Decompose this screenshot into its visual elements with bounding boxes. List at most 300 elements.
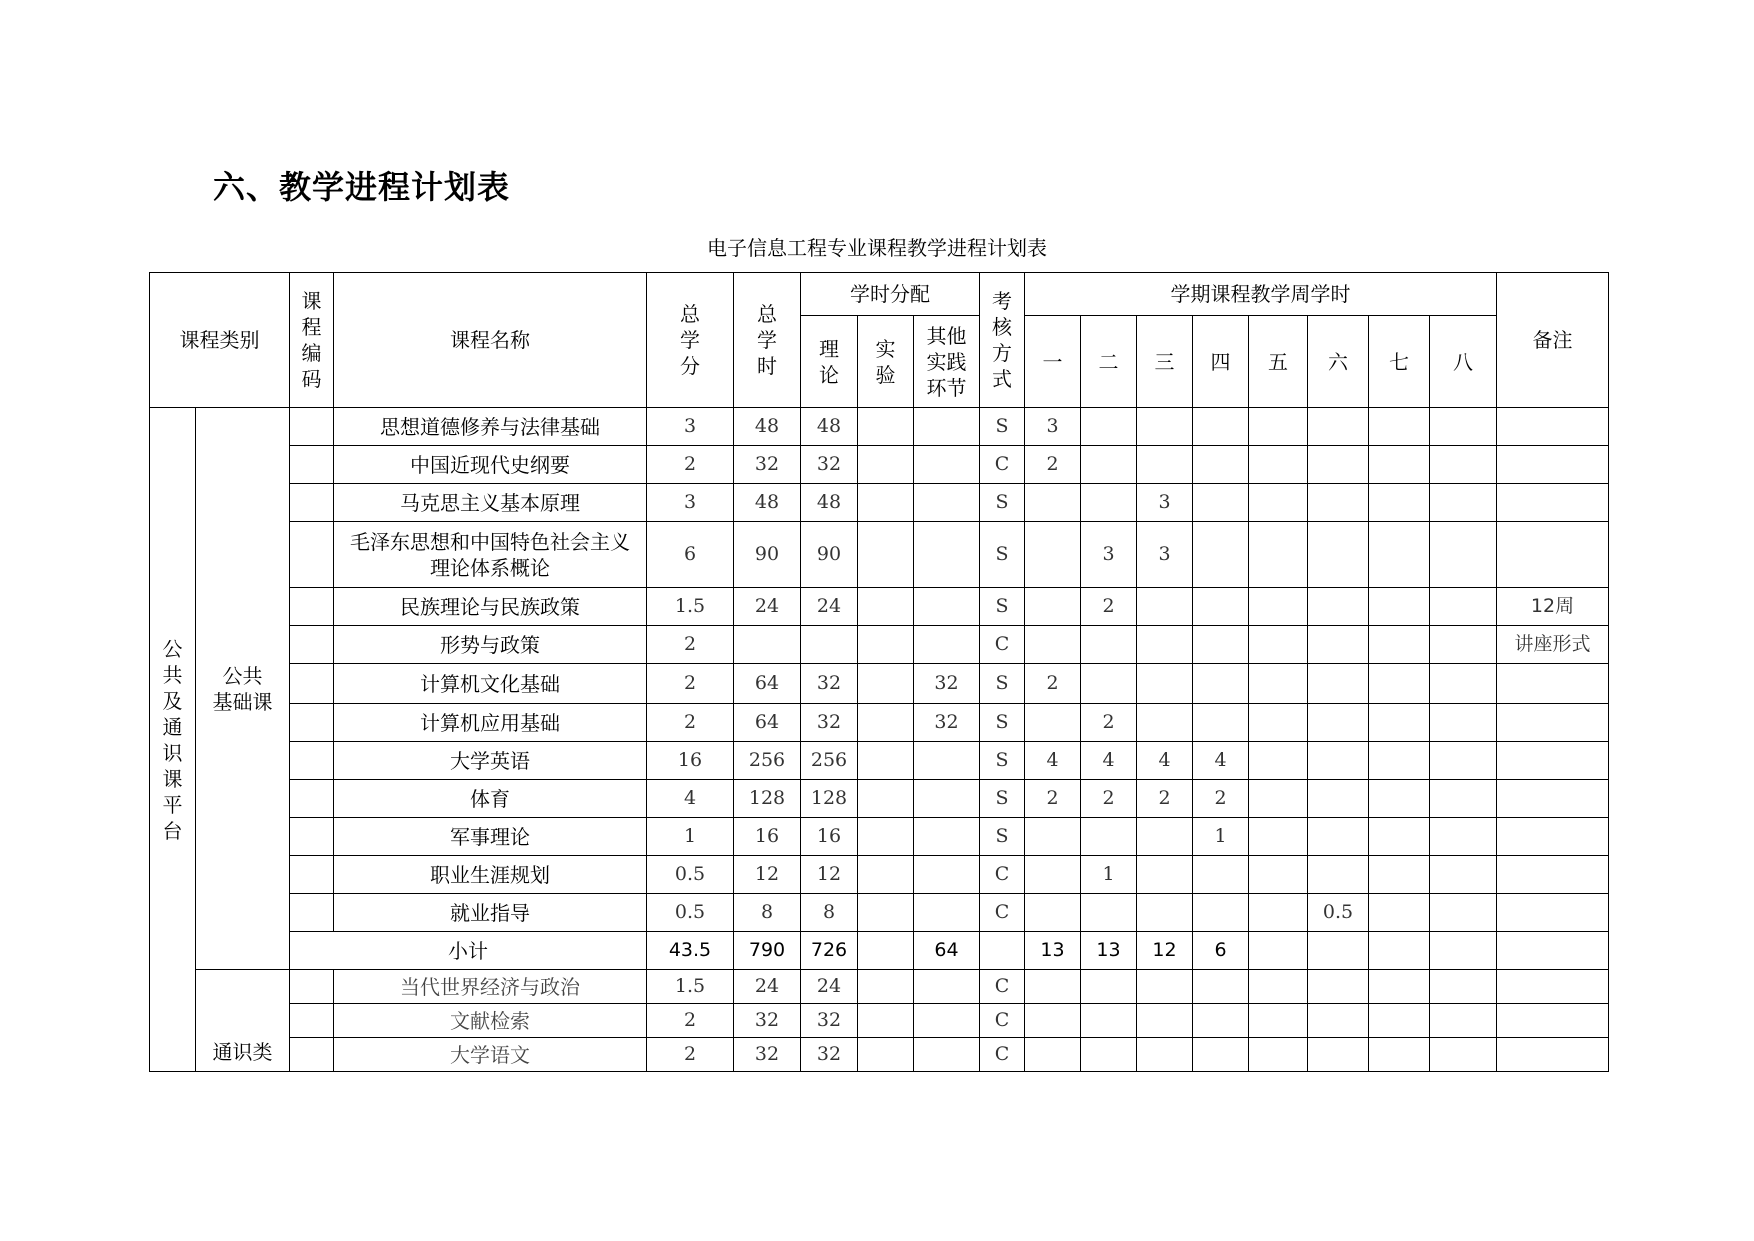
semester-8-cell: [1430, 1004, 1497, 1038]
semester-7-cell: [1369, 408, 1430, 446]
semester-4-cell: [1193, 894, 1249, 932]
experiment-cell: [858, 932, 914, 970]
experiment-cell: [858, 1004, 914, 1038]
semester-3-cell: 12: [1137, 932, 1193, 970]
semester-3-cell: [1137, 856, 1193, 894]
semester-7-cell: [1369, 484, 1430, 522]
hours-cell: 8: [734, 894, 801, 932]
semester-4-cell: 4: [1193, 742, 1249, 780]
other-cell: [914, 484, 980, 522]
other-cell: [914, 856, 980, 894]
course-code-cell: [290, 780, 334, 818]
experiment-cell: [858, 1038, 914, 1072]
remark-cell: [1497, 446, 1609, 484]
experiment-cell: [858, 664, 914, 704]
semester-2-cell: [1081, 894, 1137, 932]
hours-cell: 32: [734, 446, 801, 484]
course-code-cell: [290, 970, 334, 1004]
header-semester-3: 三: [1137, 316, 1193, 408]
semester-4-cell: 2: [1193, 780, 1249, 818]
credits-cell: 2: [647, 446, 734, 484]
semester-1-cell: [1025, 970, 1081, 1004]
semester-3-cell: [1137, 408, 1193, 446]
semester-6-cell: [1308, 780, 1369, 818]
course-code-cell: [290, 818, 334, 856]
hours-cell: 256: [734, 742, 801, 780]
subtotal-row: [150, 932, 1609, 970]
semester-6-cell: [1308, 522, 1369, 588]
semester-5-cell: [1249, 704, 1308, 742]
semester-5-cell: [1249, 522, 1308, 588]
semester-8-cell: [1430, 818, 1497, 856]
remark-cell: [1497, 408, 1609, 446]
hours-cell: 90: [734, 522, 801, 588]
semester-2-cell: [1081, 484, 1137, 522]
theory-cell: 32: [801, 1004, 858, 1038]
course-name-cell: 当代世界经济与政治: [334, 970, 647, 1004]
credits-cell: 0.5: [647, 894, 734, 932]
semester-8-cell: [1430, 704, 1497, 742]
hours-cell: 32: [734, 1038, 801, 1072]
semester-4-cell: [1193, 588, 1249, 626]
header-semester-hours: 学期课程教学周学时: [1025, 273, 1497, 316]
table-row: [150, 970, 1609, 1004]
semester-7-cell: [1369, 894, 1430, 932]
experiment-cell: [858, 484, 914, 522]
hours-cell: 16: [734, 818, 801, 856]
experiment-cell: [858, 588, 914, 626]
semester-5-cell: [1249, 446, 1308, 484]
remark-cell: 12周: [1497, 588, 1609, 626]
semester-5-cell: [1249, 626, 1308, 664]
semester-1-cell: [1025, 704, 1081, 742]
header-semester-2: 二: [1081, 316, 1137, 408]
theory-cell: 48: [801, 484, 858, 522]
header-other-practice: 其他 实践 环节: [914, 316, 980, 408]
semester-1-cell: 3: [1025, 408, 1081, 446]
course-name-cell: 毛泽东思想和中国特色社会主义理论体系概论: [334, 522, 647, 588]
theory-cell: 48: [801, 408, 858, 446]
credits-cell: 2: [647, 626, 734, 664]
group-general: 通识类: [196, 970, 290, 1072]
header-category: 课程类别: [150, 273, 290, 408]
course-name-cell: 形势与政策: [334, 626, 647, 664]
semester-5-cell: [1249, 780, 1308, 818]
course-name-cell: 中国近现代史纲要: [334, 446, 647, 484]
semester-5-cell: [1249, 894, 1308, 932]
hours-cell: 64: [734, 704, 801, 742]
hours-cell: 48: [734, 484, 801, 522]
experiment-cell: [858, 408, 914, 446]
remark-cell: 讲座形式: [1497, 626, 1609, 664]
exam-cell: S: [980, 704, 1025, 742]
remark-cell: [1497, 484, 1609, 522]
remark-cell: [1497, 704, 1609, 742]
experiment-cell: [858, 742, 914, 780]
theory-cell: 32: [801, 664, 858, 704]
other-cell: [914, 1004, 980, 1038]
semester-8-cell: [1430, 408, 1497, 446]
credits-cell: 43.5: [647, 932, 734, 970]
remark-cell: [1497, 522, 1609, 588]
semester-4-cell: [1193, 704, 1249, 742]
semester-1-cell: [1025, 856, 1081, 894]
other-cell: [914, 588, 980, 626]
course-name-cell: 就业指导: [334, 894, 647, 932]
experiment-cell: [858, 856, 914, 894]
course-code-cell: [290, 742, 334, 780]
exam-cell: C: [980, 626, 1025, 664]
credits-cell: 2: [647, 664, 734, 704]
semester-7-cell: [1369, 664, 1430, 704]
semester-4-cell: [1193, 484, 1249, 522]
semester-7-cell: [1369, 1004, 1430, 1038]
exam-cell: C: [980, 894, 1025, 932]
table-row: [150, 522, 1609, 588]
theory-cell: 256: [801, 742, 858, 780]
other-cell: [914, 818, 980, 856]
course-code-cell: [290, 408, 334, 446]
semester-6-cell: [1308, 932, 1369, 970]
semester-2-cell: 2: [1081, 780, 1137, 818]
theory-cell: 12: [801, 856, 858, 894]
exam-cell: S: [980, 588, 1025, 626]
remark-cell: [1497, 970, 1609, 1004]
course-name-cell: 计算机文化基础: [334, 664, 647, 704]
course-code-cell: [290, 588, 334, 626]
semester-1-cell: 4: [1025, 742, 1081, 780]
semester-8-cell: [1430, 446, 1497, 484]
course-code-cell: [290, 894, 334, 932]
experiment-cell: [858, 626, 914, 664]
semester-7-cell: [1369, 742, 1430, 780]
semester-6-cell: [1308, 818, 1369, 856]
credits-cell: 1.5: [647, 970, 734, 1004]
header-semester-7: 七: [1369, 316, 1430, 408]
course-code-cell: [290, 704, 334, 742]
semester-8-cell: [1430, 626, 1497, 664]
semester-4-cell: [1193, 626, 1249, 664]
semester-8-cell: [1430, 484, 1497, 522]
exam-cell: S: [980, 780, 1025, 818]
semester-7-cell: [1369, 626, 1430, 664]
semester-6-cell: [1308, 626, 1369, 664]
table-row: [150, 780, 1609, 818]
semester-8-cell: [1430, 780, 1497, 818]
semester-1-cell: [1025, 522, 1081, 588]
semester-3-cell: 3: [1137, 522, 1193, 588]
semester-1-cell: [1025, 626, 1081, 664]
semester-4-cell: 6: [1193, 932, 1249, 970]
semester-2-cell: [1081, 1004, 1137, 1038]
semester-7-cell: [1369, 522, 1430, 588]
semester-1-cell: [1025, 484, 1081, 522]
other-cell: [914, 780, 980, 818]
table-row: [150, 742, 1609, 780]
semester-2-cell: [1081, 446, 1137, 484]
semester-4-cell: [1193, 856, 1249, 894]
semester-5-cell: [1249, 742, 1308, 780]
other-cell: [914, 522, 980, 588]
other-cell: [914, 894, 980, 932]
table-row: [150, 818, 1609, 856]
header-course-name: 课程名称: [334, 273, 647, 408]
hours-cell: 48: [734, 408, 801, 446]
section-heading: 六、教学进程计划表: [213, 168, 511, 206]
semester-6-cell: [1308, 484, 1369, 522]
semester-3-cell: [1137, 1038, 1193, 1072]
semester-7-cell: [1369, 818, 1430, 856]
semester-4-cell: [1193, 522, 1249, 588]
semester-7-cell: [1369, 1038, 1430, 1072]
semester-8-cell: [1430, 742, 1497, 780]
subtotal-label: 小计: [290, 932, 647, 970]
table-row: [150, 856, 1609, 894]
header-total-credits: 总 学 分: [647, 273, 734, 408]
semester-5-cell: [1249, 1038, 1308, 1072]
course-name-cell: 思想道德修养与法律基础: [334, 408, 647, 446]
semester-7-cell: [1369, 446, 1430, 484]
course-name-cell: 马克思主义基本原理: [334, 484, 647, 522]
other-cell: 32: [914, 704, 980, 742]
semester-2-cell: [1081, 970, 1137, 1004]
course-name-cell: 大学语文: [334, 1038, 647, 1072]
semester-2-cell: [1081, 818, 1137, 856]
header-semester-6: 六: [1308, 316, 1369, 408]
credits-cell: 1.5: [647, 588, 734, 626]
other-cell: 32: [914, 664, 980, 704]
hours-cell: 64: [734, 664, 801, 704]
semester-6-cell: [1308, 856, 1369, 894]
theory-cell: 726: [801, 932, 858, 970]
semester-5-cell: [1249, 856, 1308, 894]
other-cell: [914, 1038, 980, 1072]
exam-cell: S: [980, 408, 1025, 446]
remark-cell: [1497, 818, 1609, 856]
exam-cell: S: [980, 742, 1025, 780]
theory-cell: 8: [801, 894, 858, 932]
semester-6-cell: [1308, 1038, 1369, 1072]
hours-cell: [734, 626, 801, 664]
semester-7-cell: [1369, 856, 1430, 894]
semester-4-cell: [1193, 408, 1249, 446]
hours-cell: 128: [734, 780, 801, 818]
teaching-plan-table: [149, 272, 1609, 1072]
course-code-cell: [290, 522, 334, 588]
semester-5-cell: [1249, 818, 1308, 856]
course-code-cell: [290, 626, 334, 664]
header-semester-5: 五: [1249, 316, 1308, 408]
header-theory: 理 论: [801, 316, 858, 408]
semester-5-cell: [1249, 1004, 1308, 1038]
semester-4-cell: [1193, 1038, 1249, 1072]
remark-cell: [1497, 932, 1609, 970]
other-cell: [914, 626, 980, 664]
semester-3-cell: [1137, 970, 1193, 1004]
experiment-cell: [858, 446, 914, 484]
experiment-cell: [858, 704, 914, 742]
semester-5-cell: [1249, 588, 1308, 626]
theory-cell: 32: [801, 704, 858, 742]
semester-1-cell: 13: [1025, 932, 1081, 970]
experiment-cell: [858, 780, 914, 818]
semester-6-cell: [1308, 704, 1369, 742]
credits-cell: 3: [647, 484, 734, 522]
course-name-cell: 民族理论与民族政策: [334, 588, 647, 626]
remark-cell: [1497, 780, 1609, 818]
table-row: [150, 446, 1609, 484]
exam-cell: C: [980, 1004, 1025, 1038]
remark-cell: [1497, 856, 1609, 894]
semester-3-cell: [1137, 626, 1193, 664]
semester-2-cell: 1: [1081, 856, 1137, 894]
semester-4-cell: [1193, 1004, 1249, 1038]
semester-3-cell: [1137, 1004, 1193, 1038]
course-name-cell: 大学英语: [334, 742, 647, 780]
course-name-cell: 文献检索: [334, 1004, 647, 1038]
table-row: [150, 1038, 1609, 1072]
header-experiment: 实 验: [858, 316, 914, 408]
semester-8-cell: [1430, 856, 1497, 894]
semester-2-cell: 4: [1081, 742, 1137, 780]
semester-6-cell: [1308, 408, 1369, 446]
exam-cell: [980, 932, 1025, 970]
semester-8-cell: [1430, 1038, 1497, 1072]
theory-cell: 24: [801, 588, 858, 626]
theory-cell: [801, 626, 858, 664]
theory-cell: 32: [801, 1038, 858, 1072]
semester-3-cell: [1137, 818, 1193, 856]
semester-7-cell: [1369, 970, 1430, 1004]
exam-cell: C: [980, 1038, 1025, 1072]
remark-cell: [1497, 1004, 1609, 1038]
semester-5-cell: [1249, 484, 1308, 522]
semester-3-cell: 4: [1137, 742, 1193, 780]
experiment-cell: [858, 894, 914, 932]
semester-2-cell: [1081, 626, 1137, 664]
semester-5-cell: [1249, 932, 1308, 970]
semester-2-cell: 13: [1081, 932, 1137, 970]
theory-cell: 128: [801, 780, 858, 818]
header-total-hours: 总 学 时: [734, 273, 801, 408]
exam-cell: C: [980, 856, 1025, 894]
hours-cell: 790: [734, 932, 801, 970]
experiment-cell: [858, 522, 914, 588]
semester-6-cell: [1308, 664, 1369, 704]
header-hour-distribution: 学时分配: [801, 273, 980, 316]
semester-1-cell: [1025, 1038, 1081, 1072]
table-row: [150, 1004, 1609, 1038]
semester-3-cell: 3: [1137, 484, 1193, 522]
exam-cell: C: [980, 970, 1025, 1004]
credits-cell: 2: [647, 1004, 734, 1038]
table-row: [150, 484, 1609, 522]
semester-8-cell: [1430, 522, 1497, 588]
semester-3-cell: [1137, 704, 1193, 742]
semester-6-cell: [1308, 446, 1369, 484]
exam-cell: S: [980, 664, 1025, 704]
semester-2-cell: [1081, 1038, 1137, 1072]
credits-cell: 2: [647, 704, 734, 742]
semester-3-cell: 2: [1137, 780, 1193, 818]
semester-7-cell: [1369, 932, 1430, 970]
hours-cell: 24: [734, 588, 801, 626]
table-caption: 电子信息工程专业课程教学进程计划表: [707, 236, 1047, 260]
semester-8-cell: [1430, 932, 1497, 970]
credits-cell: 16: [647, 742, 734, 780]
table-row: [150, 704, 1609, 742]
semester-7-cell: [1369, 780, 1430, 818]
semester-6-cell: [1308, 588, 1369, 626]
credits-cell: 6: [647, 522, 734, 588]
theory-cell: 32: [801, 446, 858, 484]
semester-1-cell: [1025, 894, 1081, 932]
experiment-cell: [858, 818, 914, 856]
table-row: [150, 664, 1609, 704]
platform-label: 公 共 及 通 识 课 平 台: [150, 408, 196, 1072]
other-cell: [914, 742, 980, 780]
group-public-basic: 公共 基础课: [196, 408, 290, 970]
remark-cell: [1497, 664, 1609, 704]
credits-cell: 1: [647, 818, 734, 856]
semester-4-cell: [1193, 446, 1249, 484]
semester-2-cell: [1081, 408, 1137, 446]
semester-3-cell: [1137, 588, 1193, 626]
theory-cell: 16: [801, 818, 858, 856]
semester-2-cell: 2: [1081, 588, 1137, 626]
semester-7-cell: [1369, 588, 1430, 626]
course-code-cell: [290, 1004, 334, 1038]
semester-6-cell: [1308, 1004, 1369, 1038]
other-cell: [914, 408, 980, 446]
semester-1-cell: [1025, 588, 1081, 626]
semester-5-cell: [1249, 408, 1308, 446]
theory-cell: 24: [801, 970, 858, 1004]
header-semester-8: 八: [1430, 316, 1497, 408]
exam-cell: C: [980, 446, 1025, 484]
semester-8-cell: [1430, 664, 1497, 704]
semester-3-cell: [1137, 664, 1193, 704]
credits-cell: 3: [647, 408, 734, 446]
remark-cell: [1497, 742, 1609, 780]
header-semester-1: 一: [1025, 316, 1081, 408]
course-name-cell: 军事理论: [334, 818, 647, 856]
semester-8-cell: [1430, 894, 1497, 932]
other-cell: [914, 446, 980, 484]
semester-1-cell: 2: [1025, 664, 1081, 704]
theory-cell: 90: [801, 522, 858, 588]
experiment-cell: [858, 970, 914, 1004]
semester-1-cell: 2: [1025, 780, 1081, 818]
course-code-cell: [290, 856, 334, 894]
table-row: [150, 408, 1609, 446]
course-code-cell: [290, 664, 334, 704]
semester-5-cell: [1249, 664, 1308, 704]
credits-cell: 4: [647, 780, 734, 818]
course-name-cell: 职业生涯规划: [334, 856, 647, 894]
header-semester-4: 四: [1193, 316, 1249, 408]
table-row: [150, 626, 1609, 664]
semester-2-cell: 2: [1081, 704, 1137, 742]
credits-cell: 0.5: [647, 856, 734, 894]
credits-cell: 2: [647, 1038, 734, 1072]
remark-cell: [1497, 1038, 1609, 1072]
semester-8-cell: [1430, 970, 1497, 1004]
semester-4-cell: [1193, 970, 1249, 1004]
semester-1-cell: [1025, 818, 1081, 856]
header-exam-type: 考 核 方 式: [980, 273, 1025, 408]
hours-cell: 24: [734, 970, 801, 1004]
